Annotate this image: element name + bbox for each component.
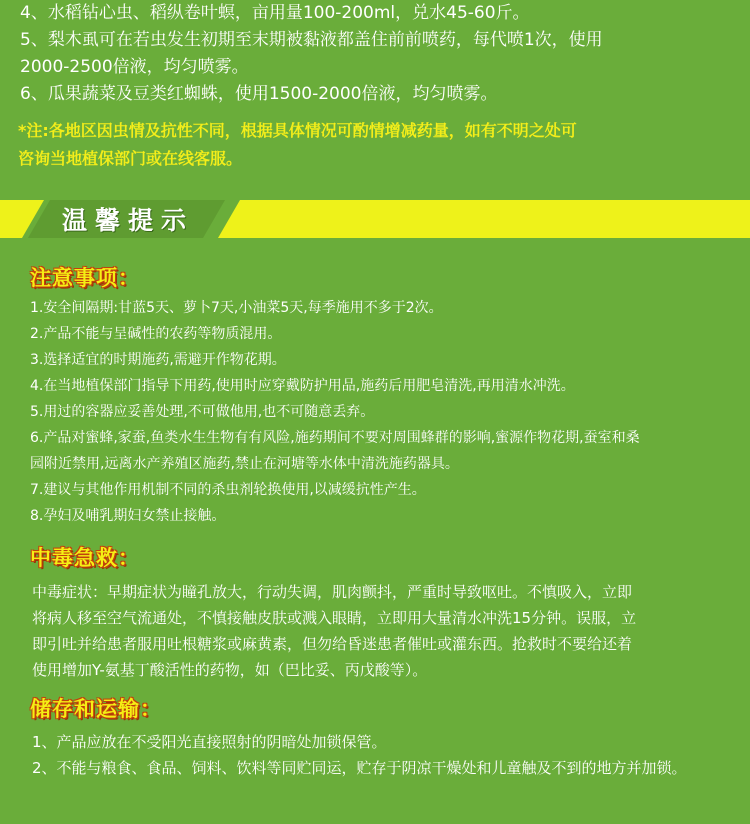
storage-heading: 储存和运输： xyxy=(30,697,162,721)
usage-line-4: 4、水稻钻心虫、稻纵卷叶螟，亩用量100-200ml，兑水45-60斤。 xyxy=(20,3,530,23)
tips-banner xyxy=(0,196,750,246)
poisoning-line-3: 即引吐并给患者服用吐根糖浆或麻黄素，但勿给昏迷患者催吐或灌东西。抢救时不要给还着 xyxy=(32,635,633,653)
poisoning-line-2: 将病人移至空气流通处，不慎接触皮肤或溅入眼睛，立即用大量清水冲洗15分钟。误服，立 xyxy=(32,609,637,627)
precaution-item-7: 7.建议与其他作用机制不同的杀虫剂轮换使用,以减缓抗性产生。 xyxy=(30,482,426,498)
precaution-item-6-cont: 园附近禁用,远离水产养殖区施药,禁止在河塘等水体中清洗施药器具。 xyxy=(30,456,459,472)
precaution-item-6: 6.产品对蜜蜂,家蚕,鱼类水生生物有有风险,施药期间不要对周围蜂群的影响,蜜源作物花期,蚕室和桑 xyxy=(30,430,640,446)
usage-section xyxy=(0,0,750,196)
precaution-item-3: 3.选择适宜的时期施药,需避开作物花期。 xyxy=(30,352,286,368)
banner-title: 温馨提示 xyxy=(62,206,195,235)
precaution-item-2: 2.产品不能与呈碱性的农药等物质混用。 xyxy=(30,326,282,342)
precautions-heading: 注意事项： xyxy=(30,266,140,290)
usage-line-6: 6、瓜果蔬菜及豆类红蜘蛛，使用1500-2000倍液，均匀喷雾。 xyxy=(20,84,498,104)
usage-note-line-2: 咨询当地植保部门或在线客服。 xyxy=(18,149,243,168)
storage-line-2: 2、不能与粮食、食品、饲料、饮料等同贮同运，贮存于阴凉干燥处和儿童触及不到的地方并加锁。 xyxy=(32,759,687,777)
precaution-item-8: 8.孕妇及哺乳期妇女禁止接触。 xyxy=(30,508,226,524)
poisoning-line-1: 中毒症状：早期症状为瞳孔放大，行动失调，肌肉颤抖，严重时导致呕吐。不慎吸入，立即 xyxy=(32,583,633,601)
storage-line-1: 1、产品应放在不受阳光直接照射的阴暗处加锁保管。 xyxy=(32,733,387,751)
usage-line-5: 5、梨木虱可在若虫发生初期至末期被黏液都盖住前前喷药，每代喷1次，使用 xyxy=(20,30,603,50)
precaution-item-1: 1.安全间隔期:甘蓝5天、萝卜7天,小油菜5天,每季施用不多于2次。 xyxy=(30,300,443,316)
poisoning-heading: 中毒急救： xyxy=(30,546,140,570)
poisoning-line-4: 使用增加Y-氨基丁酸活性的药物，如（巴比妥、丙戊酸等）。 xyxy=(32,661,428,679)
usage-note-line-1: *注:各地区因虫情及抗性不同，根据具体情况可酌情增减药量，如有不明之处可 xyxy=(18,121,577,140)
precaution-item-5: 5.用过的容器应妥善处理,不可做他用,也不可随意丢弃。 xyxy=(30,404,375,420)
precaution-item-4: 4.在当地植保部门指导下用药,使用时应穿戴防护用品,施药后用肥皂清洗,再用清水冲洗。 xyxy=(30,378,575,394)
usage-line-5-cont: 2000-2500倍液，均匀喷雾。 xyxy=(20,57,249,77)
